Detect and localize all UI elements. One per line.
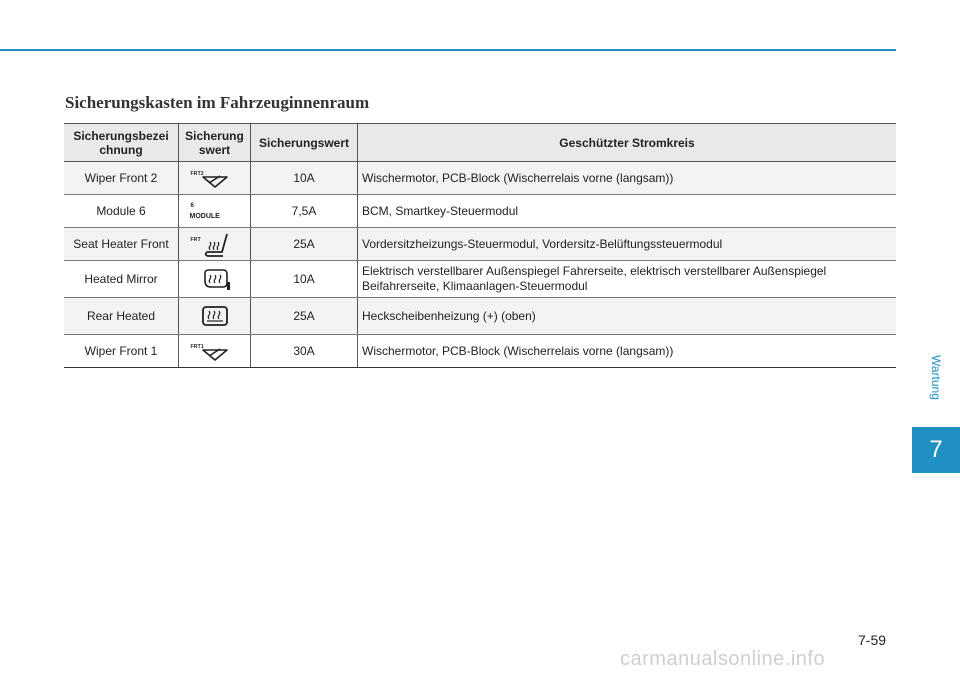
fuse-circuit: Heckscheibenheizung (+) (oben)	[358, 298, 897, 335]
icon-tag: FRT1	[190, 344, 204, 350]
table-row	[64, 261, 896, 298]
fuse-value: 30A	[251, 335, 358, 368]
fuse-name: Module 6	[64, 195, 179, 228]
header-fuse-symbol: Sicherung swert	[179, 124, 251, 162]
icon-tag: 6	[190, 203, 195, 209]
fuse-name: Wiper Front 1	[64, 335, 179, 368]
fuse-circuit: Wischermotor, PCB-Block (Wischerrelais vorne (langsam))	[358, 335, 897, 368]
wiper-front-1-icon	[187, 337, 243, 365]
fuse-symbol-cell	[179, 162, 251, 195]
section-title: Sicherungskasten im Fahrzeuginnenraum	[65, 93, 370, 112]
fuse-circuit: Wischermotor, PCB-Block (Wischerrelais vorne (langsam))	[358, 162, 897, 195]
table-row	[64, 162, 896, 195]
heated-mirror-icon	[187, 265, 243, 293]
fuse-value: 10A	[251, 162, 358, 195]
module-6-icon	[187, 197, 243, 225]
table-row	[64, 195, 896, 228]
fuse-name: Wiper Front 2	[64, 162, 179, 195]
fuse-table	[64, 123, 896, 368]
table-row	[64, 298, 896, 335]
table-row	[64, 228, 896, 261]
fuse-value: 25A	[251, 298, 358, 335]
fuse-name: Seat Heater Front	[64, 228, 179, 261]
header-fuse-name: Sicherungsbezei chnung	[64, 124, 179, 162]
fuse-symbol-cell	[179, 228, 251, 261]
fuse-value: 7,5A	[251, 195, 358, 228]
table-header-row	[64, 124, 896, 162]
header-circuit: Geschützter Stromkreis	[358, 124, 897, 162]
fuse-symbol-cell	[179, 261, 251, 298]
table-row	[64, 335, 896, 368]
page-number: 7-59	[858, 632, 887, 648]
fuse-circuit: Elektrisch verstellbarer Außenspiegel Fahrerseite, elektrisch verstellbarer Außenspiegel Beifahrerseite, Klimaanlagen-Steuermodul	[358, 261, 897, 298]
header-fuse-value: Sicherungswert	[251, 124, 358, 162]
chapter-side-label: Wartung	[929, 355, 943, 400]
icon-tag: FRT	[190, 237, 201, 243]
fuse-circuit: Vordersitzheizungs-Steuermodul, Vordersitz-Belüftungssteuermodul	[358, 228, 897, 261]
top-rule	[0, 49, 896, 51]
fuse-value: 10A	[251, 261, 358, 298]
wiper-front-2-icon	[187, 164, 243, 192]
fuse-symbol-cell	[179, 335, 251, 368]
fuse-symbol-cell	[179, 298, 251, 335]
fuse-name: Heated Mirror	[64, 261, 179, 298]
rear-defrost-icon	[187, 302, 243, 330]
chapter-number-tab: 7	[912, 427, 960, 473]
fuse-value: 25A	[251, 228, 358, 261]
fuse-name: Rear Heated	[64, 298, 179, 335]
seat-heater-icon	[187, 230, 243, 258]
fuse-symbol-cell	[179, 195, 251, 228]
fuse-circuit: BCM, Smartkey-Steuermodul	[358, 195, 897, 228]
icon-label: MODULE	[189, 213, 220, 220]
icon-tag: FRT2	[190, 171, 204, 177]
watermark: carmanualsonline.info	[620, 648, 826, 670]
